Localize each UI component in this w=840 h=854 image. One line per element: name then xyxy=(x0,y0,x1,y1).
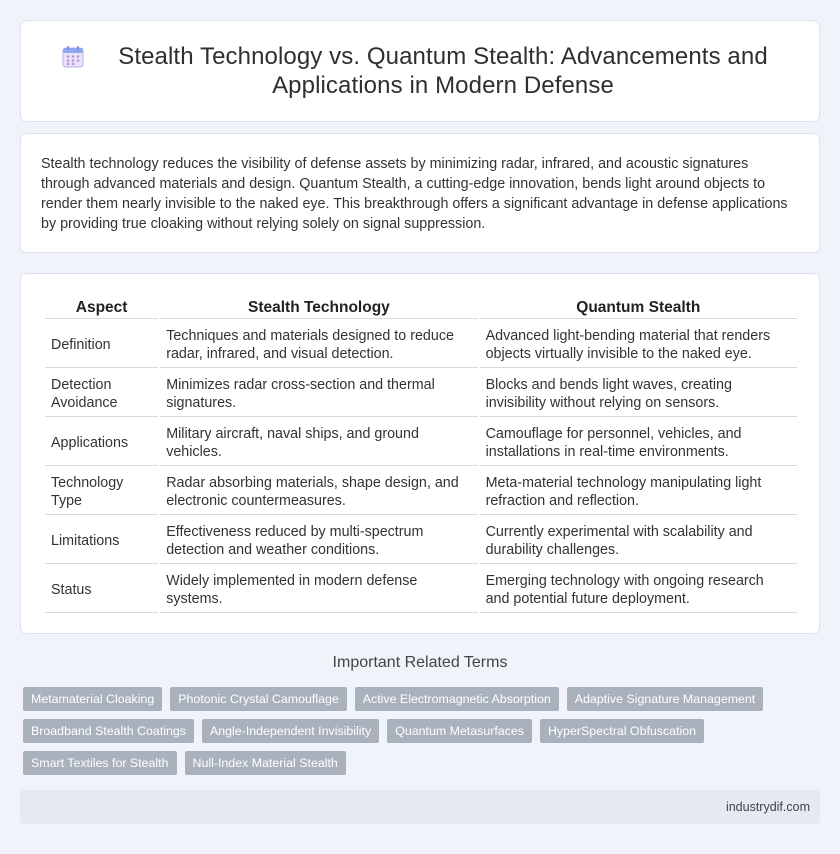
related-term-tag[interactable]: Adaptive Signature Management xyxy=(567,687,763,711)
table-row xyxy=(45,419,797,466)
stealth-cell: Widely implemented in modern defense systems. xyxy=(160,566,477,613)
table-row xyxy=(45,468,797,515)
aspect-cell: Definition xyxy=(45,321,158,368)
table-row xyxy=(45,370,797,417)
stealth-cell: Military aircraft, naval ships, and ground vehicles. xyxy=(160,419,477,466)
related-terms-list xyxy=(23,687,793,775)
footer-site-link[interactable]: industrydif.com xyxy=(725,800,810,814)
quantum-cell: Currently experimental with scalability and durability challenges. xyxy=(480,517,797,564)
quantum-cell: Meta-material technology manipulating light refraction and reflection. xyxy=(480,468,797,515)
related-term-tag[interactable]: Quantum Metasurfaces xyxy=(387,719,532,743)
stealth-cell: Minimizes radar cross-section and thermal signatures. xyxy=(160,370,477,417)
stealth-cell: Techniques and materials designed to reduce radar, infrared, and visual detection. xyxy=(160,321,477,368)
intro-card xyxy=(20,133,820,253)
table-row xyxy=(45,321,797,368)
quantum-cell: Advanced light-bending material that renders objects virtually invisible to the naked eye. xyxy=(480,321,797,368)
calendar-icon xyxy=(61,45,85,69)
table-row xyxy=(45,566,797,613)
table-row xyxy=(45,517,797,564)
quantum-cell: Emerging technology with ongoing research and potential future deployment. xyxy=(480,566,797,613)
title-card xyxy=(20,20,820,122)
aspect-cell: Technology Type xyxy=(45,468,158,515)
related-term-tag[interactable]: Photonic Crystal Camouflage xyxy=(170,687,346,711)
aspect-cell: Applications xyxy=(45,419,158,466)
table-header-row xyxy=(45,296,797,319)
related-term-tag[interactable]: HyperSpectral Obfuscation xyxy=(540,719,704,743)
quantum-cell: Blocks and bends light waves, creating invisibility without relying on sensors. xyxy=(480,370,797,417)
related-term-tag[interactable]: Active Electromagnetic Absorption xyxy=(355,687,559,711)
related-term-tag[interactable]: Angle-Independent Invisibility xyxy=(202,719,379,743)
stealth-cell: Radar absorbing materials, shape design, and electronic countermeasures. xyxy=(160,468,477,515)
aspect-cell: Detection Avoidance xyxy=(45,370,158,417)
header-quantum-stealth: Quantum Stealth xyxy=(480,296,797,319)
related-term-tag[interactable]: Null-Index Material Stealth xyxy=(185,751,346,775)
footer xyxy=(20,790,820,824)
stealth-cell: Effectiveness reduced by multi-spectrum detection and weather conditions. xyxy=(160,517,477,564)
related-term-tag[interactable]: Broadband Stealth Coatings xyxy=(23,719,194,743)
comparison-card xyxy=(20,273,820,634)
page-title: Stealth Technology vs. Quantum Stealth: Advancements and Applications in Modern Defense xyxy=(118,43,768,99)
header-aspect: Aspect xyxy=(45,296,158,319)
comparison-table xyxy=(43,294,799,615)
aspect-cell: Status xyxy=(45,566,158,613)
related-terms-heading: Important Related Terms xyxy=(332,654,508,671)
related-term-tag[interactable]: Metamaterial Cloaking xyxy=(23,687,162,711)
intro-text: Stealth technology reduces the visibility of defense assets by minimizing radar, infrared, and acoustic signatures through advanced materials and design. Quantum Stealth, a cutting-edge innovation, bends light around objects to render them nearly invisible to the naked eye. This breakthrough offers a significant advantage in defense applications by providing true cloaking without relying solely on signal suppression. xyxy=(41,156,788,232)
aspect-cell: Limitations xyxy=(45,517,158,564)
quantum-cell: Camouflage for personnel, vehicles, and installations in real-time environments. xyxy=(480,419,797,466)
header-stealth-technology: Stealth Technology xyxy=(160,296,477,319)
related-term-tag[interactable]: Smart Textiles for Stealth xyxy=(23,751,177,775)
